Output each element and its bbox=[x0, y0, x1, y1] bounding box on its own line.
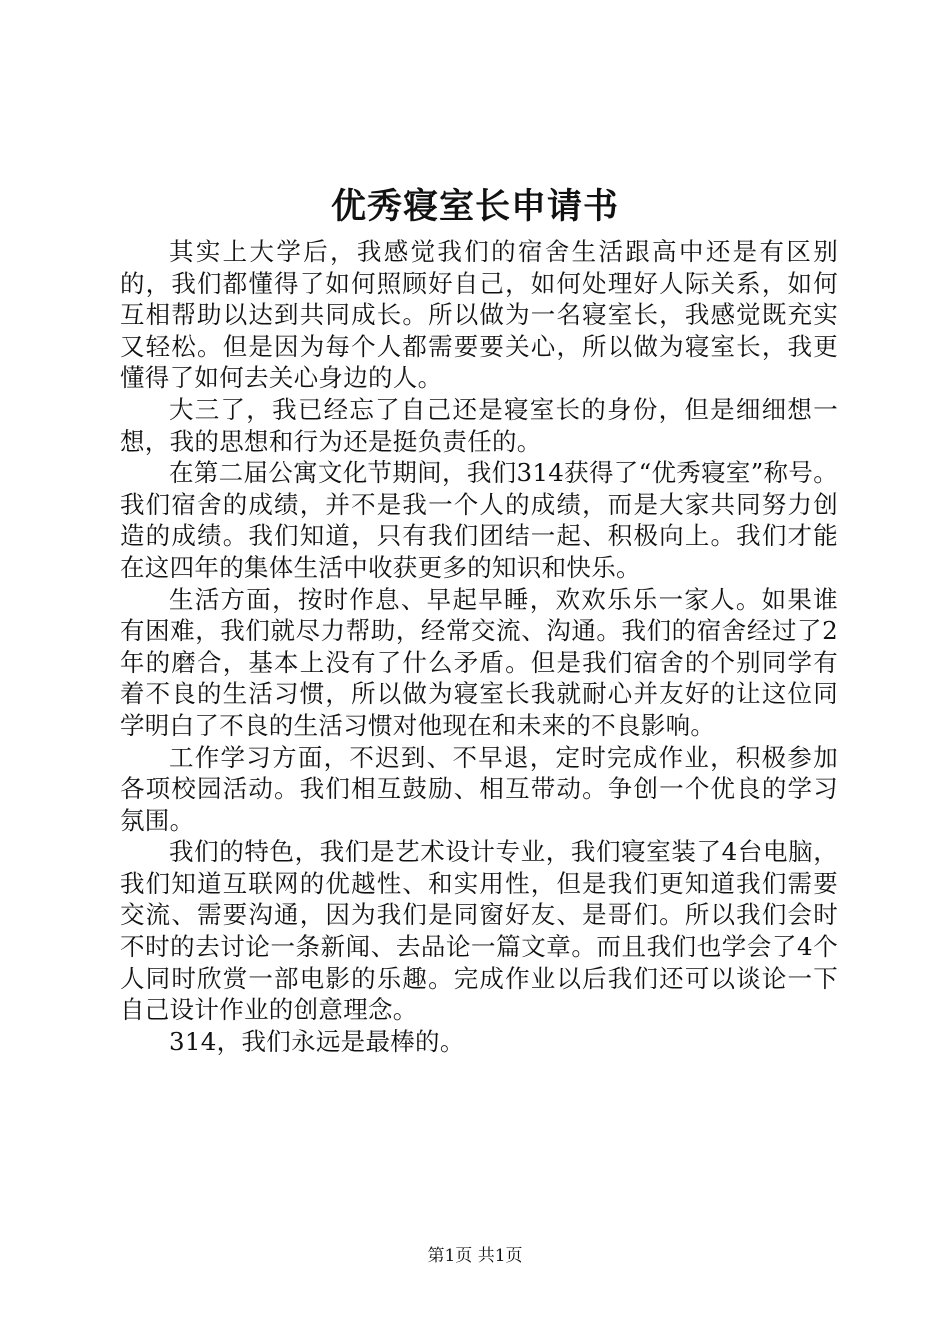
document-title: 优秀寝室长申请书 bbox=[330, 186, 619, 227]
document-body bbox=[120, 236, 838, 1057]
paragraph-3: 在第二届公寓文化节期间，我们314获得了“优秀寝室”称号。我们宿舍的成绩，并不是我一个人的成绩，而是大家共同努力创造的成绩。我们知道，只有我们团结一起、积极向上。我们才能在这四年的集体生活中收获更多的知识和快乐。 bbox=[120, 458, 838, 582]
paragraph-1: 其实上大学后，我感觉我们的宿舍生活跟高中还是有区别的，我们都懂得了如何照顾好自己，如何处理好人际关系，如何互相帮助以达到共同成长。所以做为一名寝室长，我感觉既充实又轻松。但是因为每个人都需要要关心，所以做为寝室长，我更懂得了如何去关心身边的人。 bbox=[120, 237, 838, 393]
page-footer: 第1页 共1页 bbox=[427, 1246, 523, 1266]
paragraph-7: 314，我们永远是最棒的。 bbox=[169, 1026, 465, 1056]
paragraph-5: 工作学习方面，不迟到、不早退，定时完成作业，积极参加各项校园活动。我们相互鼓励、相互带动。争创一个优良的学习氛围。 bbox=[120, 742, 838, 835]
paragraph-4: 生活方面，按时作息、早起早睡，欢欢乐乐一家人。如果谁有困难，我们就尽力帮助，经常交流、沟通。我们的宿舍经过了2年的磨合，基本上没有了什么矛盾。但是我们宿舍的个别同学有着不良的生活习惯，所以做为寝室长我就耐心并友好的让这位同学明白了不良的生活习惯对他现在和未来的不良影响。 bbox=[120, 584, 838, 740]
paragraph-6: 我们的特色，我们是艺术设计专业，我们寝室装了4台电脑，我们知道互联网的优越性、和实用性，但是我们更知道我们需要交流、需要沟通，因为我们是同窗好友、是哥们。所以我们会时不时的去讨论一条新闻、去品论一篇文章。而且我们也学会了4个人同时欣赏一部电影的乐趣。完成作业以后我们还可以谈论一下自己设计作业的创意理念。 bbox=[120, 837, 838, 1025]
paragraph-2: 大三了，我已经忘了自己还是寝室长的身份，但是细细想一想，我的思想和行为还是挺负责任的。 bbox=[120, 394, 838, 456]
